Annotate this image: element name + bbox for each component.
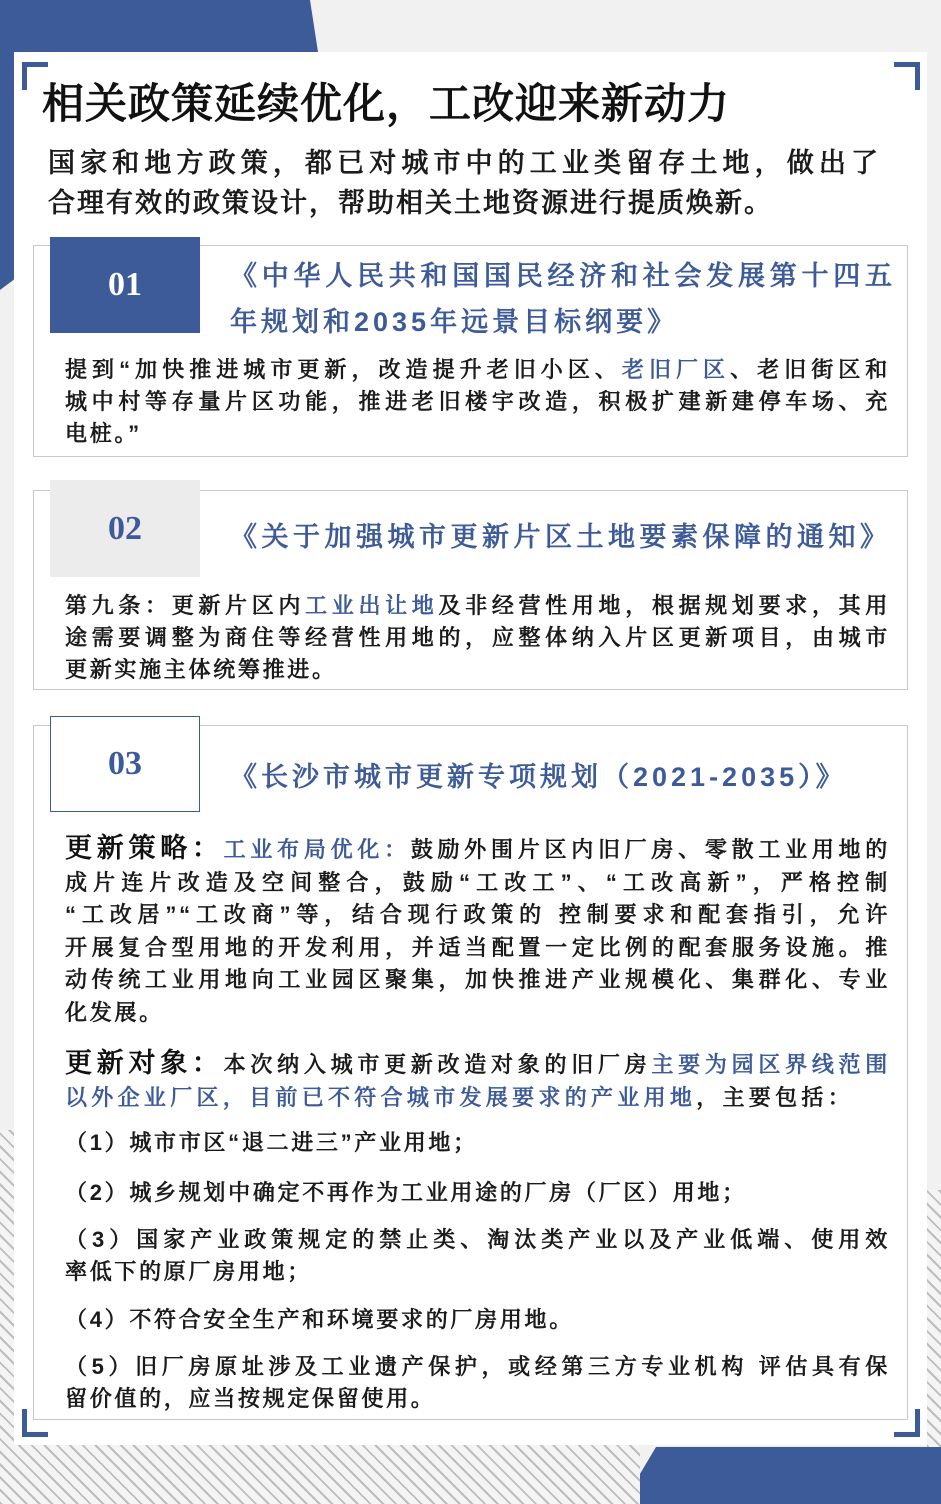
body-line: 动传统工业用地向工业园区聚集，加快推进产业规模化、集群化、专业 — [65, 967, 890, 993]
policy-title-line: 《关于加强城市更新片区土地要素保障的通知》 — [230, 522, 890, 552]
body-text: 本次纳入城市更新改造对象的旧厂房 — [223, 1052, 652, 1077]
policy-title — [230, 514, 890, 560]
body-line — [65, 1047, 890, 1081]
policy-body — [65, 590, 890, 686]
intro-line: 国家和地方政策，都已对城市中的工业类留存土地，做出了 — [48, 148, 880, 178]
paragraph-lead-label: 更新对象： — [65, 1048, 224, 1078]
body-text: 及非经营性用地，根据规划要求，其用 — [438, 593, 890, 618]
body-line — [65, 418, 890, 450]
body-text: 城中村等存量片区功能，推进老旧楼宇改造，积极扩建新建停车场、充 — [65, 389, 890, 414]
highlight-text: 老旧厂区 — [621, 357, 731, 382]
highlight-text: 以外企业厂区，目前已不符合城市发展要求的产业用地 — [65, 1085, 697, 1110]
body-line: 成片连片改造及空间整合，鼓励“工改工”、“工改高新”，严格控制 — [65, 869, 890, 895]
highlight-text: 工业出让地 — [305, 593, 439, 618]
body-line — [65, 590, 890, 622]
body-line: “工改居”“工改商”等，结合现行政策的 控制要求和配套指引，允许 — [65, 902, 890, 928]
page-title: 相关政策延续优化，工改迎来新动力 — [42, 80, 731, 127]
renewal-targets-paragraph — [65, 1047, 890, 1114]
corner-bracket-top-right — [894, 62, 920, 90]
body-line — [65, 354, 890, 386]
body-text: 第九条：更新片区内 — [65, 593, 306, 618]
policy-title — [230, 253, 895, 345]
list-item — [65, 1351, 890, 1415]
paragraph-lead-label: 更新策略： — [65, 833, 224, 863]
list-item-line: （3）国家产业政策规定的禁止类、淘汰类产业以及产业低端、使用效 — [65, 1227, 890, 1252]
list-item — [65, 1304, 890, 1336]
list-item-line: （1）城市市区“退二进三”产业用地； — [65, 1130, 478, 1155]
body-text: 、老旧街区和 — [730, 357, 890, 382]
body-text: ，主要包括： — [696, 1085, 855, 1110]
policy-body — [65, 354, 890, 450]
list-item — [65, 1177, 890, 1209]
policy-title-line: 《中华人民共和国国民经济和社会发展第十四五 — [230, 261, 895, 291]
body-text: 电桩。” — [65, 421, 142, 446]
body-line — [65, 622, 890, 654]
body-text: 鼓励外围片区内旧厂房、零散工业用地的 — [410, 837, 890, 862]
body-line: 化发展。 — [65, 999, 164, 1025]
intro-line: 合理有效的政策设计，帮助相关土地资源进行提质焕新。 — [48, 188, 773, 218]
list-item — [65, 1127, 890, 1159]
highlight-text: 工业布局优化： — [223, 837, 411, 862]
intro-paragraph — [48, 143, 880, 223]
list-item-line: （2）城乡规划中确定不再作为工业用途的厂房（厂区）用地； — [65, 1180, 747, 1205]
renewal-strategy-paragraph — [65, 832, 890, 1030]
list-item-line: （5）旧厂房原址涉及工业遗产保护，或经第三方专业机构 评估具有保 — [65, 1354, 890, 1379]
section-number-badge: 03 — [50, 716, 200, 812]
list-item-line: （4）不符合安全生产和环境要求的厂房用地。 — [65, 1307, 574, 1332]
right-hatch-stripe — [927, 1190, 941, 1447]
body-line — [65, 832, 890, 867]
bottom-right-blue-shape — [622, 1447, 941, 1504]
highlight-text: 主要为园区界线范围 — [651, 1052, 890, 1077]
section-number-badge: 01 — [50, 237, 200, 333]
list-item-line: 留价值的，应当按规定保留使用。 — [65, 1386, 436, 1411]
body-line — [65, 1081, 890, 1114]
policy-title-line: 《长沙市城市更新专项规划（2021-2035）》 — [230, 762, 847, 792]
policy-title — [230, 754, 900, 800]
body-text: 途需要调整为商住等经营性用地的，应整体纳入片区更新项目，由城市 — [65, 625, 890, 650]
policy-title-line: 年规划和2035年远景目标纲要》 — [230, 307, 679, 337]
body-line — [65, 654, 890, 686]
section-number-badge: 02 — [50, 480, 200, 577]
body-line — [65, 386, 890, 418]
body-text: 提到“加快推进城市更新，改造提升老旧小区、 — [65, 357, 622, 382]
body-line: 开展复合型用地的开发利用，并适当配置一定比例的配套服务设施。推 — [65, 934, 890, 960]
bottom-hatch-stripe — [0, 1445, 640, 1504]
list-item — [65, 1224, 890, 1288]
list-item-line: 率低下的原厂房用地； — [65, 1259, 313, 1284]
body-text: 更新实施主体统筹推进。 — [65, 657, 337, 682]
